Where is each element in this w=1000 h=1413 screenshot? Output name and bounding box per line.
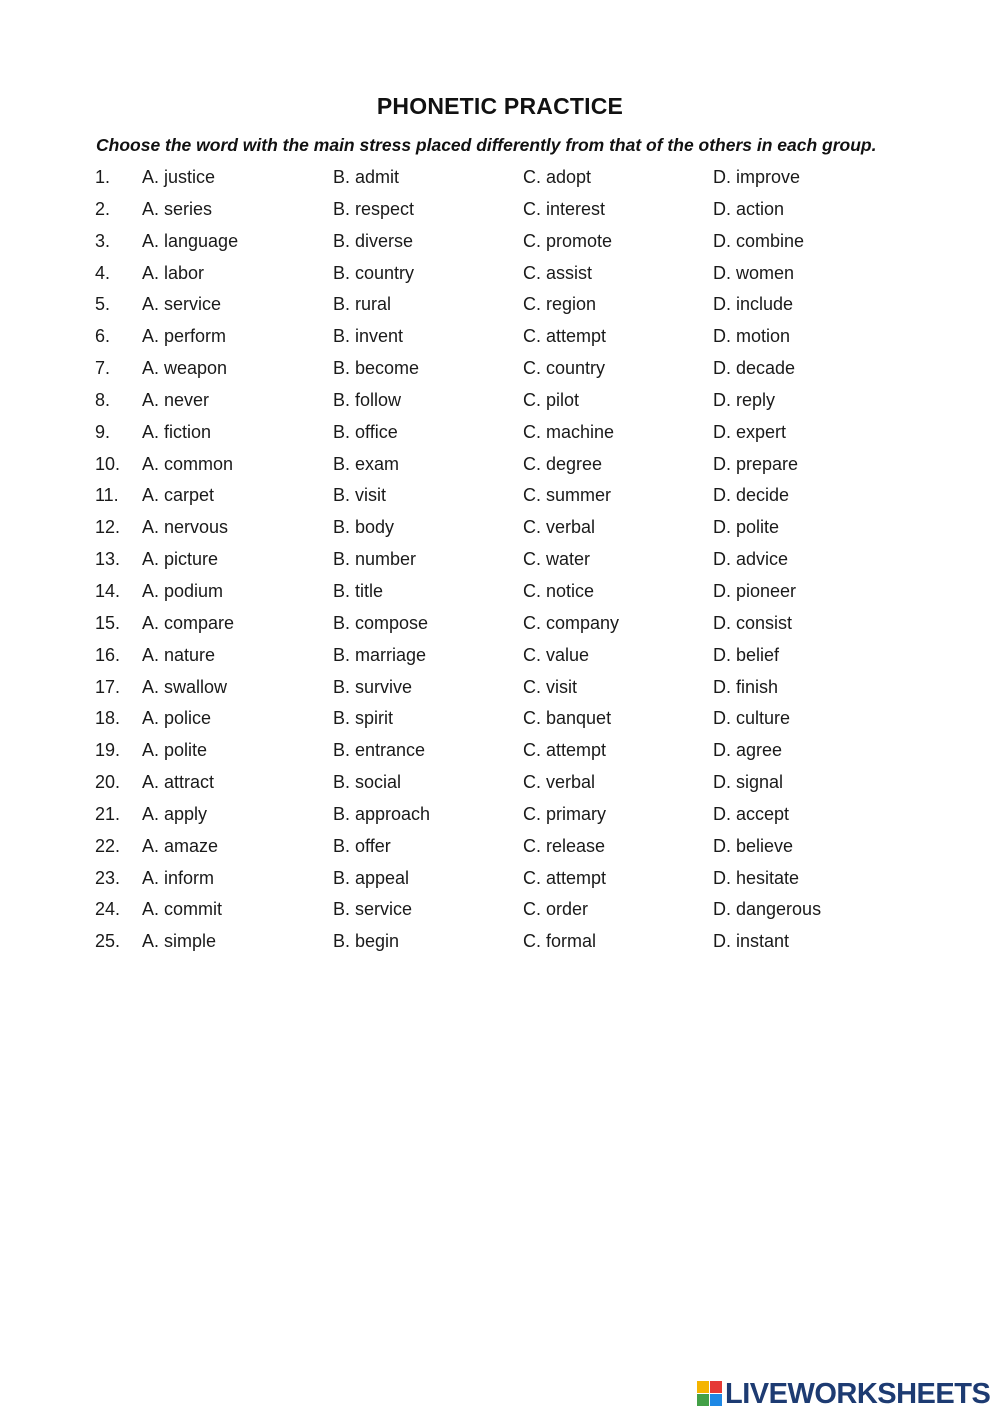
question-row (0, 863, 1000, 895)
option-c: C. visit (523, 676, 577, 697)
question-row (0, 194, 1000, 226)
question-number: 25. (95, 931, 121, 952)
option-b: B. exam (333, 453, 400, 474)
option-a: A. picture (142, 549, 219, 570)
question-row (0, 353, 1000, 385)
option-a: A. amaze (142, 835, 219, 856)
question-row (0, 258, 1000, 290)
question-number: 1. (95, 167, 111, 187)
question-number: 20. (95, 772, 121, 793)
option-a: A. nature (142, 644, 216, 665)
option-d: D. prepare (713, 453, 799, 474)
option-c: C. interest (523, 198, 606, 219)
option-a: A. common (142, 453, 234, 474)
option-a: A. nervous (142, 517, 229, 538)
question-row (0, 385, 1000, 417)
option-b: B. respect (333, 198, 415, 219)
question-number: 24. (95, 899, 121, 920)
option-c: C. water (523, 549, 591, 570)
option-c: C. degree (523, 453, 603, 474)
option-b: B. offer (333, 835, 391, 856)
question-row (0, 576, 1000, 608)
question-number: 15. (95, 612, 121, 633)
option-d: D. dangerous (713, 899, 822, 920)
option-b: B. spirit (333, 708, 394, 729)
question-number: 5. (95, 294, 111, 315)
question-number: 17. (95, 676, 121, 697)
option-d: D. combine (713, 230, 805, 251)
question-row (0, 417, 1000, 449)
question-row (0, 226, 1000, 258)
instruction-text: Choose the word with the main stress placed differently from that of the others in each group. (96, 135, 877, 155)
page-title: PHONETIC PRACTICE (376, 93, 624, 119)
question-number: 11. (95, 485, 119, 506)
question-number: 2. (95, 198, 111, 219)
option-b: B. follow (333, 389, 402, 410)
option-a: A. carpet (142, 485, 215, 506)
option-b: B. begin (333, 931, 400, 952)
question-number: 7. (95, 358, 111, 379)
question-row (0, 640, 1000, 672)
option-c: C. assist (523, 262, 593, 283)
question-row (0, 735, 1000, 767)
option-d: D. polite (713, 517, 780, 538)
option-d: D. belief (713, 644, 780, 665)
option-d: D. decade (713, 358, 796, 379)
option-c: C. banquet (523, 708, 612, 729)
option-a: A. perform (142, 326, 227, 347)
option-a: A. never (142, 389, 210, 410)
option-d: D. hesitate (713, 867, 800, 888)
option-c: C. attempt (523, 867, 607, 888)
question-row (0, 321, 1000, 353)
option-c: C. company (523, 612, 620, 633)
option-a: A. labor (142, 262, 205, 283)
question-row (0, 162, 1000, 194)
option-b: B. marriage (333, 644, 427, 665)
question-number: 9. (95, 421, 111, 442)
option-d: D. reply (713, 389, 776, 410)
option-c: C. attempt (523, 326, 607, 347)
option-b: B. compose (333, 612, 429, 633)
option-d: D. consist (713, 612, 793, 633)
question-number: 21. (95, 803, 121, 824)
option-c: C. country (523, 358, 606, 379)
question-row (0, 831, 1000, 863)
option-d: D. women (713, 262, 795, 283)
option-c: C. primary (523, 803, 607, 824)
question-row (0, 767, 1000, 799)
liveworksheets-logo (697, 1377, 990, 1411)
option-d: D. agree (713, 740, 783, 761)
question-number: 23. (95, 867, 121, 888)
option-b: B. appeal (333, 867, 410, 888)
option-b: B. number (333, 549, 417, 570)
logo-square-3 (697, 1394, 709, 1406)
option-b: B. rural (333, 294, 392, 315)
option-b: B. survive (333, 676, 413, 697)
logo-text: LIVEWORKSHEETS (725, 1377, 991, 1410)
question-row (0, 799, 1000, 831)
question-number: 4. (95, 262, 111, 283)
option-b: B. visit (333, 485, 387, 506)
option-c: C. value (523, 644, 590, 665)
question-row (0, 703, 1000, 735)
option-b: B. entrance (333, 740, 426, 761)
option-c: C. region (523, 294, 597, 315)
question-row (0, 512, 1000, 544)
option-a: A. fiction (142, 421, 212, 442)
question-row (0, 926, 1000, 958)
option-d: D. action (713, 198, 785, 219)
question-number: 6. (95, 326, 111, 347)
option-a: A. series (142, 198, 213, 219)
option-a: A. attract (142, 772, 215, 793)
option-c: C. summer (523, 485, 612, 506)
option-a: A. simple (142, 931, 217, 952)
option-a: A. polite (142, 740, 208, 761)
option-c: C. attempt (523, 740, 607, 761)
option-b: B. diverse (333, 230, 414, 251)
option-a: A. service (142, 294, 222, 315)
option-d: D. finish (713, 676, 779, 697)
question-number: 14. (95, 580, 121, 601)
option-a: A. compare (142, 612, 235, 633)
question-number: 13. (95, 549, 121, 570)
option-c: C. verbal (523, 517, 596, 538)
option-d: D. improve (713, 167, 801, 187)
logo-square-2 (710, 1381, 722, 1393)
option-d: D. advice (713, 549, 789, 570)
option-c: C. release (523, 835, 606, 856)
option-a: A. commit (142, 899, 223, 920)
option-c: C. verbal (523, 772, 596, 793)
option-d: D. signal (713, 772, 784, 793)
option-a: A. podium (142, 580, 224, 601)
question-number: 12. (95, 517, 121, 538)
question-list (0, 162, 1000, 958)
question-row (0, 894, 1000, 926)
logo-square-4 (710, 1394, 722, 1406)
question-number: 19. (95, 740, 121, 761)
option-c: C. order (523, 899, 589, 920)
option-b: B. invent (333, 326, 404, 347)
option-b: B. service (333, 899, 413, 920)
option-d: D. expert (713, 421, 787, 442)
question-row (0, 289, 1000, 321)
option-a: A. inform (142, 867, 215, 888)
option-a: A. swallow (142, 676, 228, 697)
question-number: 8. (95, 389, 111, 410)
option-d: D. culture (713, 708, 791, 729)
question-row (0, 449, 1000, 481)
question-row (0, 608, 1000, 640)
option-d: D. believe (713, 835, 794, 856)
option-d: D. instant (713, 931, 790, 952)
option-a: A. weapon (142, 358, 228, 379)
option-c: C. machine (523, 421, 615, 442)
question-number: 16. (95, 644, 121, 665)
question-number: 10. (95, 453, 121, 474)
option-d: D. decide (713, 485, 790, 506)
option-d: D. include (713, 294, 794, 315)
option-c: C. promote (523, 230, 613, 251)
option-b: B. approach (333, 803, 431, 824)
option-b: B. admit (333, 167, 400, 187)
liveworksheets-logo-icon (697, 1381, 723, 1407)
question-row (0, 544, 1000, 576)
question-number: 3. (95, 230, 111, 251)
option-a: A. police (142, 708, 212, 729)
option-d: D. pioneer (713, 580, 797, 601)
question-row (0, 672, 1000, 704)
option-c: C. adopt (523, 167, 592, 187)
question-number: 22. (95, 835, 121, 856)
option-c: C. formal (523, 931, 597, 952)
option-b: B. social (333, 772, 402, 793)
option-b: B. body (333, 517, 395, 538)
option-a: A. language (142, 230, 239, 251)
option-b: B. office (333, 421, 398, 442)
option-b: B. country (333, 262, 415, 283)
option-d: D. motion (713, 326, 791, 347)
option-c: C. notice (523, 580, 595, 601)
option-c: C. pilot (523, 389, 580, 410)
option-b: B. title (333, 580, 384, 601)
option-a: A. justice (142, 167, 216, 187)
logo-square-1 (697, 1381, 709, 1393)
question-row (0, 480, 1000, 512)
option-d: D. accept (713, 803, 790, 824)
option-b: B. become (333, 358, 420, 379)
option-a: A. apply (142, 803, 208, 824)
question-number: 18. (95, 708, 121, 729)
